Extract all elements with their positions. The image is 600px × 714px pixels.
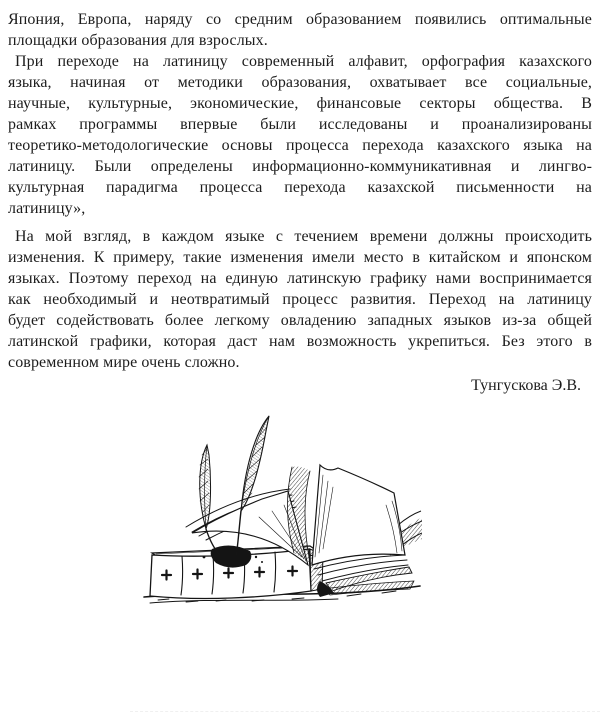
paragraph-2 (8, 51, 592, 219)
paragraph-3 (8, 226, 592, 373)
text-line: На мой взгляд, в каждом языке с течением времени должны происходить (15, 228, 592, 245)
text-line: культурная парадигма процесса перехода казахской письменности на (8, 179, 592, 196)
book-quill-illustration (142, 405, 422, 605)
text-line: Япония, Европа, наряду со средним образованием появились оптимальные (8, 11, 592, 28)
text-line: как необходимый и неотвратимый процесс развития. Переход на латиницу (8, 291, 592, 308)
quill-left-icon (199, 445, 220, 555)
paragraph-1 (8, 9, 592, 51)
text-line: латиницу. Были определены информационно-коммуникативная и лингво- (8, 158, 592, 175)
text-line: научные, культурные, экономические, финансовые секторы общества. В (8, 95, 592, 112)
text-line: будет содействовать более легкому овладению западных языков из-за общей (8, 312, 592, 329)
signature: Тунгускова Э.В. (471, 377, 581, 394)
text-line: площадки образования для взрослых. (8, 32, 268, 49)
text-line: латинской графики, которая даст нам возможность укрепиться. Без этого в (8, 333, 592, 350)
open-book-engraving (142, 405, 422, 605)
text-line: латиницу», (8, 200, 86, 217)
text-line: языка, начиная от методики образования, охватывает все социальные, (8, 74, 592, 91)
text-line: изменения. К примеру, такие изменения имели место в китайском и японском (8, 249, 592, 266)
text-line: современном мире очень сложно. (8, 354, 240, 371)
text-line: рамках программы впервые были исследованы и проанализированы (8, 116, 592, 133)
page-bottom-edge (130, 711, 600, 712)
text-line: теоретико-методологические основы процесса перехода казахского языка на (8, 137, 592, 154)
text-line: языках. Поэтому переход на единую латинскую графику нами воспринимается (8, 270, 592, 287)
text-line: При переходе на латиницу современный алфавит, орфография казахского (15, 53, 592, 70)
